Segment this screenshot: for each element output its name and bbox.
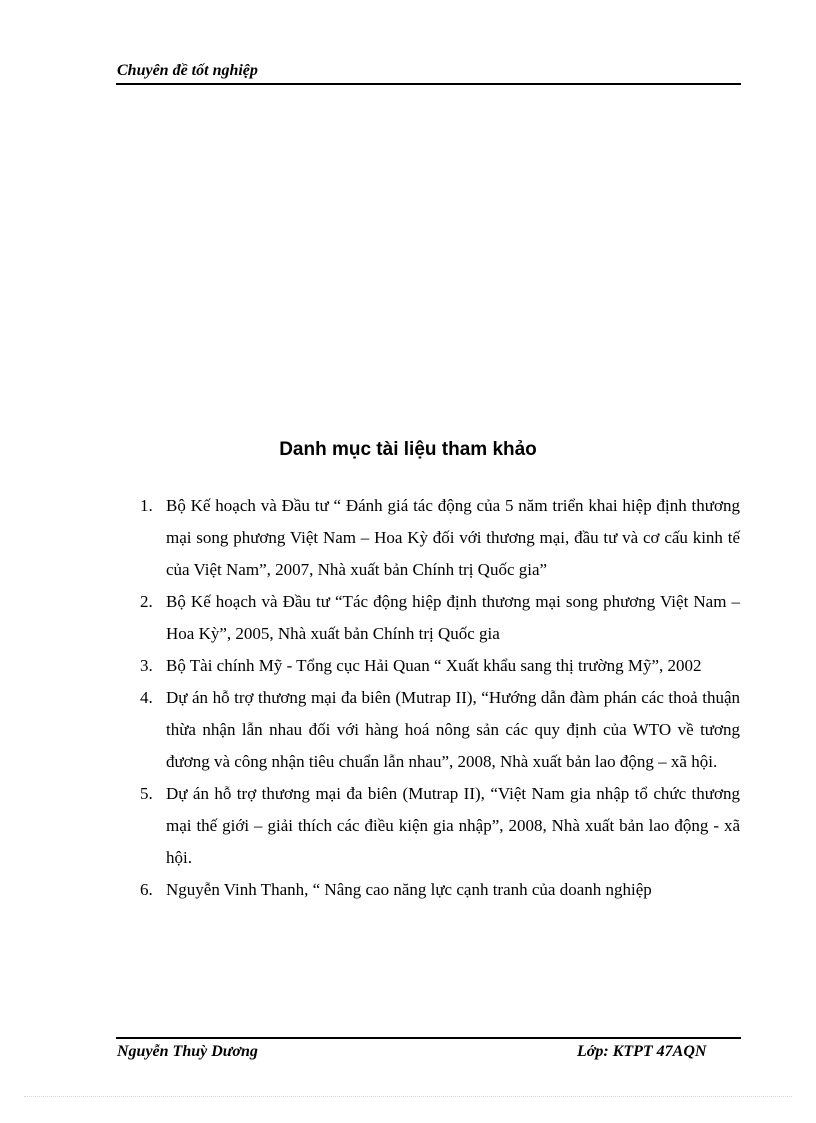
page-header: Chuyên đề tốt nghiệp [117, 62, 258, 79]
reference-number: 3. [140, 656, 153, 675]
footer-author: Nguyễn Thuỳ Dương [117, 1043, 258, 1060]
page-title: Danh mục tài liệu tham khảo [279, 439, 537, 460]
page-edge-line [24, 1096, 792, 1097]
reference-text: Nguyễn Vinh Thanh, “ Nâng cao năng lực cạnh tranh của doanh nghiệp [166, 880, 652, 899]
reference-text: Bộ Tài chính Mỹ - Tổng cục Hải Quan “ Xuất khẩu sang thị trường Mỹ”, 2002 [166, 656, 702, 675]
reference-list [132, 490, 740, 906]
reference-number: 6. [140, 880, 153, 899]
reference-number: 4. [140, 688, 153, 707]
reference-text: Bộ Kế hoạch và Đầu tư “ Đánh giá tác động của 5 năm triển khai hiệp định thương mại song phương Việt Nam – Hoa Kỳ đối với thương mại, đầu tư và cơ cấu kinh tế của Việt Nam”, 2007, Nhà xuất bản Chính trị Quốc gia” [166, 496, 740, 579]
reference-text: Dự án hỗ trợ thương mại đa biên (Mutrap II), “Việt Nam gia nhập tổ chức thương mại thế giới – giải thích các điều kiện gia nhập”, 2008, Nhà xuất bản lao động - xã hội. [166, 784, 740, 867]
reference-item [132, 778, 740, 874]
reference-text: Bộ Kế hoạch và Đầu tư “Tác động hiệp định thương mại song phương Việt Nam – Hoa Kỳ”, 2005, Nhà xuất bản Chính trị Quốc gia [166, 592, 740, 643]
reference-item [132, 586, 740, 650]
reference-item [132, 650, 740, 682]
header-divider [116, 83, 741, 85]
reference-item [132, 874, 740, 906]
reference-item [132, 682, 740, 778]
footer-class: Lớp: KTPT 47AQN [577, 1043, 707, 1060]
reference-item [132, 490, 740, 586]
reference-number: 5. [140, 784, 153, 803]
footer-divider [116, 1037, 741, 1039]
reference-number: 1. [140, 496, 153, 515]
reference-text: Dự án hỗ trợ thương mại đa biên (Mutrap II), “Hướng dẫn đàm phán các thoả thuận thừa nhận lẫn nhau đối với hàng hoá nông sản các quy định của WTO về tương đương và công nhận tiêu chuẩn lẫn nhau”, 2008, Nhà xuất bản lao động – xã hội. [166, 688, 740, 771]
reference-number: 2. [140, 592, 153, 611]
